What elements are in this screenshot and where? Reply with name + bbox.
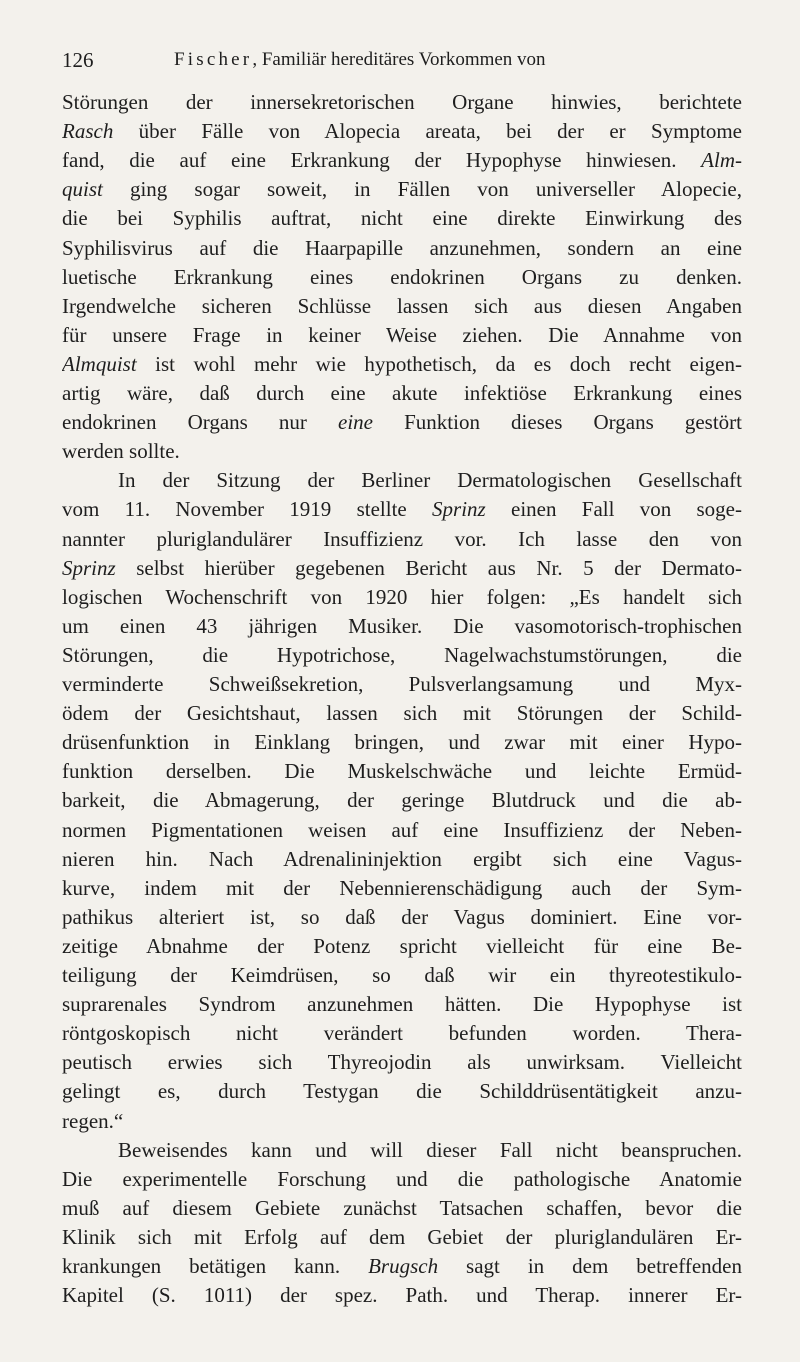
text-line [62, 233, 742, 263]
text-line [62, 989, 742, 1019]
header-author: Fischer [174, 49, 253, 70]
text-segment: Störungen, die Hypotrichose, Nagelwachstumstörungen, die [62, 642, 742, 667]
text-segment: nieren hin. Nach Adrenalininjektion ergibt sich eine Vagus- [62, 846, 742, 871]
text-line [62, 174, 742, 204]
text-line [62, 960, 742, 990]
text-line [62, 1047, 742, 1077]
running-head [62, 46, 742, 74]
running-title [174, 46, 546, 74]
text-line [62, 1018, 742, 1048]
text-segment: Die experimentelle Forschung und die pathologische Anatomie [62, 1166, 742, 1191]
text-segment: Beweisendes kann und will dieser Fall nicht beanspruchen. [118, 1137, 742, 1162]
text-segment: um einen 43 jährigen Musiker. Die vasomotorisch-trophischen [62, 613, 742, 638]
text-line [62, 553, 742, 583]
text-line [62, 291, 742, 321]
text-segment: In der Sitzung der Berliner Dermatologischen Gesellschaft [118, 468, 742, 493]
text-segment: suprarenales Syndrom anzunehmen hätten. Die Hypophyse ist [62, 992, 742, 1017]
text-segment: muß auf diesem Gebiete zunächst Tatsachen schaffen, bevor die [62, 1195, 742, 1220]
text-line [62, 1193, 742, 1223]
text-segment: ging sogar soweit, in Fällen von universeller Alopecie, [102, 177, 742, 202]
text-segment: verminderte Schweißsekretion, Pulsverlangsamung und Myx- [62, 672, 742, 696]
text-segment: werden sollte. [62, 439, 180, 464]
text-segment: einen Fall von soge- [485, 497, 742, 522]
text-segment: logischen Wochenschrift von 1920 hier folgen: „Es handelt sich [62, 584, 742, 609]
text-line [62, 785, 742, 815]
text-segment: Klinik sich mit Erfolg auf dem Gebiet der pluriglandulären Er- [62, 1224, 742, 1249]
text-segment: sagt in dem betreffenden [438, 1254, 742, 1278]
text-line [62, 931, 742, 961]
text-line [62, 669, 742, 699]
text-line [62, 1164, 742, 1194]
text-segment: luetische Erkrankung eines endokrinen Organs zu denken. [62, 264, 742, 289]
text-segment: teiligung der Keimdrüsen, so daß wir ein thyreotestikulo- [62, 963, 742, 987]
header-title-text: , Familiär hereditäres Vorkommen von [252, 49, 546, 70]
text-line [62, 378, 742, 408]
text-line [62, 465, 742, 495]
text-segment: regen.“ [62, 1108, 124, 1133]
text-segment: Funktion dieses Organs gestört [373, 410, 742, 435]
text-segment: ödem der Gesichtshaut, lassen sich mit Störungen der Schild- [62, 701, 742, 726]
text-line [62, 407, 742, 437]
text-line [62, 1251, 742, 1281]
text-segment: artig wäre, daß durch eine akute infektiöse Erkrankung eines [62, 381, 742, 405]
text-segment: über Fälle von Alopecia areata, bei der er Symptome [113, 119, 742, 144]
text-line [62, 815, 742, 845]
text-segment: funktion derselben. Die Muskelschwäche und leichte Ermüd- [62, 759, 742, 784]
text-segment: krankungen betätigen kann. [62, 1254, 369, 1278]
text-segment: peutisch erwies sich Thyreojodin als unwirksam. Vielleicht [62, 1050, 742, 1075]
italic-name: Brugsch [368, 1254, 439, 1278]
text-line [62, 902, 742, 932]
text-segment: Störungen der innersekretorischen Organe hinwies, berichtete [62, 90, 742, 114]
italic-name: quist [62, 177, 103, 202]
text-line [62, 1076, 742, 1106]
text-segment: Syphilisvirus auf die Haarpapille anzunehmen, sondern an eine [62, 235, 742, 260]
text-segment: Kapitel (S. 1011) der spez. Path. und Therap. innerer Er- [62, 1283, 742, 1308]
text-segment: fand, die auf eine Erkrankung der Hypophyse hinwiesen. [62, 148, 702, 173]
italic-name: Sprinz [62, 555, 116, 580]
text-line [62, 640, 742, 670]
text-line [62, 494, 742, 524]
text-segment: nannter pluriglandulärer Insuffizienz vor. Ich lasse den von [62, 526, 742, 551]
text-line [62, 349, 742, 379]
text-line [62, 203, 742, 233]
page-number: 126 [62, 48, 94, 72]
text-line [62, 1280, 742, 1310]
text-line [62, 1106, 742, 1136]
text-segment: gelingt es, durch Testygan die Schilddrüsentätigkeit anzu- [62, 1079, 742, 1104]
text-segment: vom 11. November 1919 stellte [62, 497, 433, 522]
text-segment: drüsenfunktion in Einklang bringen, und zwar mit einer Hypo- [62, 730, 742, 755]
italic-name: Alm- [701, 148, 742, 173]
text-line [62, 756, 742, 786]
text-line [62, 698, 742, 728]
text-segment: Irgendwelche sicheren Schlüsse lassen sich aus diesen Angaben [62, 293, 742, 318]
text-line [62, 524, 742, 554]
text-line [62, 116, 742, 146]
text-line [62, 1135, 742, 1165]
text-line [62, 436, 742, 466]
text-segment: pathikus alteriert ist, so daß der Vagus dominiert. Eine vor- [62, 904, 742, 929]
text-line [62, 873, 742, 903]
text-segment: barkeit, die Abmagerung, der geringe Blutdruck und die ab- [62, 788, 742, 813]
text-segment: kurve, indem mit der Nebennierenschädigung auch der Sym- [62, 875, 742, 900]
text-line [62, 87, 742, 117]
text-line [62, 582, 742, 612]
italic-name: Sprinz [432, 497, 486, 522]
text-segment: normen Pigmentationen weisen auf eine Insuffizienz der Neben- [62, 817, 742, 842]
text-segment: zeitige Abnahme der Potenz spricht vielleicht für eine Be- [62, 933, 742, 958]
italic-name: Rasch [62, 119, 114, 144]
text-line [62, 320, 742, 350]
italic-name: eine [338, 410, 374, 435]
text-segment: ist wohl mehr wie hypothetisch, da es doch recht eigen- [136, 351, 742, 376]
text-segment: für unsere Frage in keiner Weise ziehen. Die Annahme von [62, 322, 742, 347]
text-segment: endokrinen Organs nur [62, 410, 339, 435]
italic-name: Almquist [62, 351, 137, 376]
text-line [62, 262, 742, 292]
text-line [62, 844, 742, 874]
text-line [62, 1222, 742, 1252]
text-segment: die bei Syphilis auftrat, nicht eine direkte Einwirkung des [62, 206, 742, 231]
text-line [62, 611, 742, 641]
text-segment: selbst hierüber gegebenen Bericht aus Nr. 5 der Dermato- [115, 555, 742, 580]
text-line [62, 145, 742, 175]
text-segment: röntgoskopisch nicht verändert befunden worden. Thera- [62, 1021, 742, 1046]
text-line [62, 727, 742, 757]
